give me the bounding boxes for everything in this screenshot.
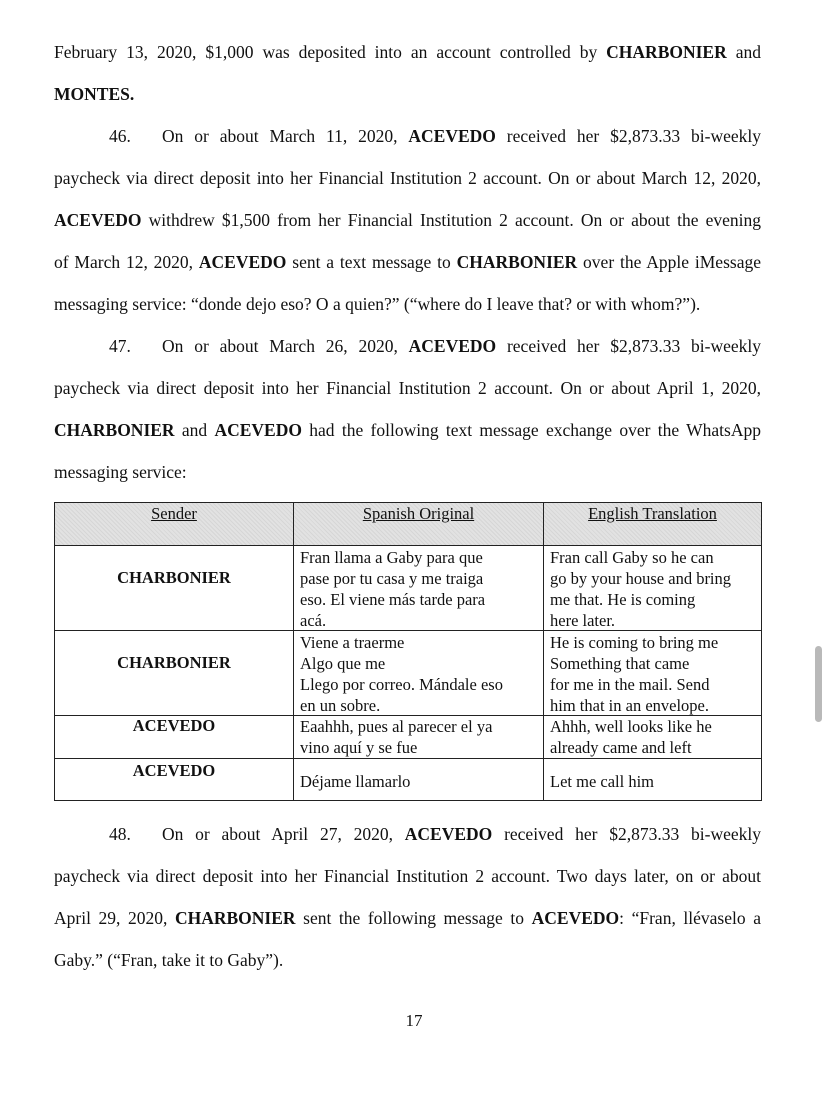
paragraph-46-line-4 — [54, 251, 761, 273]
name-acevedo: ACEVEDO — [531, 908, 620, 928]
header-label: Spanish Original — [362, 504, 475, 523]
paragraph-45-line-1 — [54, 41, 761, 63]
spanish-cell — [294, 631, 544, 715]
paragraph-number: 47. — [109, 336, 131, 356]
table-header-row — [55, 503, 761, 546]
text-run: On or about March 26, 2020, — [162, 336, 409, 356]
paragraph-47-line-3 — [54, 419, 761, 441]
header-label: English Translation — [588, 504, 717, 523]
scrollbar-thumb[interactable] — [815, 646, 822, 722]
message-table — [54, 502, 762, 801]
english-text: He is coming to bring me Something that came for me in the mail. Send him that in an envelope. — [550, 633, 719, 715]
spanish-cell — [294, 546, 544, 630]
name-charbonier: CHARBONIER — [606, 42, 727, 62]
name-acevedo: ACEVEDO — [408, 126, 496, 146]
text-run: withdrew $1,500 from her Financial Institution 2 account. On or about the evening — [141, 210, 761, 230]
spanish-text: Eaahhh, pues al parecer el ya vino aquí y se fue — [300, 717, 493, 757]
name-acevedo: ACEVEDO — [54, 210, 142, 230]
text-run: . — [129, 84, 135, 104]
english-cell — [544, 716, 761, 758]
name-acevedo: ACEVEDO — [214, 420, 302, 440]
text-run: Gaby.” (“Fran, take it to Gaby”). — [54, 950, 284, 970]
english-cell — [544, 546, 761, 630]
table-row — [55, 759, 761, 801]
english-text: Let me call him — [550, 772, 655, 791]
text-run: and — [174, 420, 215, 440]
name-charbonier: CHARBONIER — [54, 420, 175, 440]
english-text: Fran call Gaby so he can go by your house and bring me that. He is coming here later. — [550, 548, 732, 630]
paragraph-48-line-2 — [54, 865, 761, 887]
sender-name: ACEVEDO — [132, 716, 216, 735]
header-label: Sender — [151, 504, 197, 523]
text-run: On or about April 27, 2020, — [162, 824, 405, 844]
sender-name: ACEVEDO — [132, 761, 216, 780]
text-run: messaging service: “donde dejo eso? O a quien?” (“where do I leave that? or with whom?”). — [54, 294, 701, 314]
header-cell-spanish — [294, 503, 544, 545]
sender-name: CHARBONIER — [117, 653, 231, 672]
text-run: over the Apple iMessage — [577, 252, 761, 272]
english-text: Ahhh, well looks like he already came and left — [550, 717, 712, 757]
text-run: messaging service: — [54, 462, 187, 482]
sender-cell — [55, 716, 294, 758]
paragraph-46-line-3 — [54, 209, 761, 231]
name-acevedo: ACEVEDO — [198, 252, 287, 272]
text-run: of March 12, 2020, — [54, 252, 199, 272]
name-charbonier: CHARBONIER — [174, 908, 296, 928]
text-run: and — [726, 42, 761, 62]
text-run: paycheck via direct deposit into her Financial Institution 2 account. On or about April 1, 2020, — [54, 378, 761, 398]
paragraph-45-line-2 — [54, 83, 761, 105]
paragraph-46-line-5 — [54, 293, 761, 315]
header-cell-sender — [55, 503, 294, 545]
english-cell — [544, 631, 761, 715]
spanish-cell — [294, 759, 544, 801]
paragraph-48-line-3 — [54, 907, 761, 929]
name-acevedo: ACEVEDO — [404, 824, 493, 844]
spanish-text: Viene a traerme Algo que me Llego por correo. Mándale eso en un sobre. — [300, 633, 503, 715]
sender-cell — [55, 631, 294, 715]
paragraph-47-line-4 — [54, 461, 761, 483]
table-row — [55, 716, 761, 759]
text-run: paycheck via direct deposit into her Financial Institution 2 account. On or about March 12, 2020, — [54, 168, 761, 188]
table-row — [55, 631, 761, 716]
text-run: paycheck via direct deposit into her Financial Institution 2 account. Two days later, on or about — [54, 866, 761, 886]
header-cell-english — [544, 503, 761, 545]
paragraph-48-line-4 — [54, 949, 761, 971]
page-number: 17 — [405, 1011, 423, 1030]
paragraph-46-line-2 — [54, 167, 761, 189]
sender-name: CHARBONIER — [117, 568, 231, 587]
table-row — [55, 546, 761, 631]
text-run: received her $2,873.33 bi-weekly — [495, 126, 761, 146]
text-run: : “Fran, llévaselo a — [619, 908, 761, 928]
text-run: received her $2,873.33 bi-weekly — [496, 336, 761, 356]
text-run: April 29, 2020, — [54, 908, 175, 928]
text-run: sent a text message to — [286, 252, 457, 272]
text-run: February 13, 2020, $1,000 was deposited into an account controlled by — [54, 42, 607, 62]
sender-cell — [55, 759, 294, 801]
sender-cell — [55, 546, 294, 630]
name-acevedo: ACEVEDO — [408, 336, 497, 356]
text-run: On or about March 11, 2020, — [162, 126, 409, 146]
spanish-text: Fran llama a Gaby para que pase por tu casa y me traiga eso. El viene más tarde para acá. — [300, 548, 486, 630]
english-cell — [544, 759, 761, 801]
spanish-text: Déjame llamarlo — [300, 772, 411, 791]
paragraph-number: 48. — [109, 824, 131, 844]
spanish-cell — [294, 716, 544, 758]
text-run: received her $2,873.33 bi-weekly — [492, 824, 761, 844]
paragraph-number: 46. — [109, 126, 131, 146]
paragraph-47-line-2 — [54, 377, 761, 399]
text-run: had the following text message exchange over the WhatsApp — [301, 420, 761, 440]
name-montes: MONTES — [54, 84, 130, 104]
name-charbonier: CHARBONIER — [456, 252, 578, 272]
text-run: sent the following message to — [295, 908, 532, 928]
